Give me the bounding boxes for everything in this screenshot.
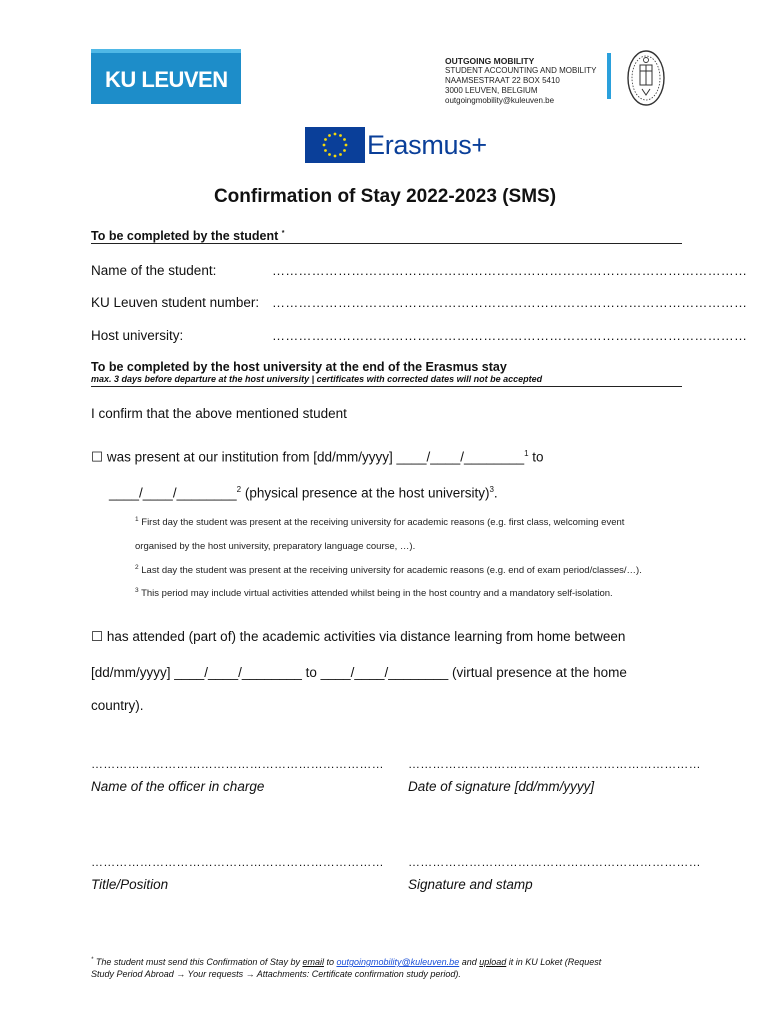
address-line: STUDENT ACCOUNTING AND MOBILITY bbox=[445, 66, 597, 75]
presence-text: to bbox=[528, 449, 544, 465]
ku-leuven-logo bbox=[91, 49, 241, 104]
footnote-mark: * bbox=[281, 229, 285, 237]
signature-stamp-label: Signature and stamp bbox=[408, 877, 533, 892]
footer-text: and bbox=[459, 957, 480, 967]
header-divider bbox=[607, 53, 611, 99]
footer-text: to bbox=[323, 957, 337, 967]
footnote-mark: * bbox=[91, 957, 94, 963]
footnote-ref: 2 bbox=[236, 485, 242, 494]
distance-line-2: [dd/mm/yyyy] ____/____/________ to ____/____/________ (virtual presence at the home bbox=[91, 665, 627, 680]
presence-text: (physical presence at the host university) bbox=[241, 485, 490, 501]
footer-note bbox=[91, 954, 681, 980]
officer-name-field[interactable]: ……………………………………………………………… bbox=[91, 757, 384, 771]
footnote-text: Last day the student was present at the receiving university for academic reasons (e.g. end of exam period/classes/…). bbox=[141, 565, 642, 577]
end-date-blank[interactable]: ____/____/________ bbox=[109, 485, 237, 501]
footnote-text: This period may include virtual activities attended whilst being in the host country and a mandatory self-isolation. bbox=[141, 588, 613, 600]
student-name-field[interactable]: ……………………………………………………………………………………………… bbox=[272, 263, 748, 278]
host-university-field[interactable]: ……………………………………………………………………………………………… bbox=[272, 328, 748, 343]
host-section-heading bbox=[91, 360, 682, 387]
footnote-number: 3 bbox=[135, 587, 139, 594]
erasmus-logo bbox=[305, 127, 487, 163]
address-line: 3000 LEUVEN, BELGIUM bbox=[445, 86, 538, 95]
distance-line-1[interactable]: ☐ has attended (part of) the academic activities via distance learning from home between bbox=[91, 629, 626, 644]
confirm-statement: I confirm that the above mentioned student bbox=[91, 406, 347, 421]
logo-text: KU LEUVEN bbox=[105, 67, 228, 92]
student-section-heading bbox=[91, 229, 682, 244]
section-heading-text: To be completed by the host university at the end of the Erasmus stay bbox=[91, 360, 507, 374]
footer-text: The student must send this Confirmation of Stay by bbox=[93, 957, 303, 967]
eu-flag-icon bbox=[305, 127, 365, 163]
footnote-3 bbox=[135, 587, 613, 599]
section-subheading: max. 3 days before departure at the host university | certificates with corrected dates will not be accepted bbox=[91, 374, 543, 384]
presence-text: . bbox=[493, 485, 498, 501]
footer-email-link[interactable]: outgoingmobility@kuleuven.be bbox=[336, 957, 460, 967]
footnote-number: 2 bbox=[135, 564, 139, 571]
officer-name-label: Name of the officer in charge bbox=[91, 779, 265, 794]
signature-date-field[interactable]: ……………………………………………………………… bbox=[408, 757, 701, 771]
footnote-2 bbox=[135, 564, 642, 576]
title-position-label: Title/Position bbox=[91, 877, 169, 892]
footer-text: it in KU Loket (Request bbox=[506, 957, 602, 967]
footnote-ref: 3 bbox=[489, 485, 494, 494]
address-email: outgoingmobility@kuleuven.be bbox=[445, 96, 555, 105]
footnote-text: First day the student was present at the receiving university for academic reasons (e.g. first class, welcoming event bbox=[141, 517, 625, 529]
presence-line-1[interactable] bbox=[91, 449, 544, 466]
office-address bbox=[445, 56, 596, 106]
signature-date-label: Date of signature [dd/mm/yyyy] bbox=[408, 779, 595, 794]
address-line: NAAMSESTRAAT 22 BOX 5410 bbox=[445, 76, 560, 85]
title-position-field[interactable]: ……………………………………………………………… bbox=[91, 855, 384, 869]
footnote-1-cont: organised by the host university, preparatory language course, …). bbox=[135, 541, 416, 552]
presence-text: ☐ was present at our institution from [dd/mm/yyyy] ____/____/________ bbox=[91, 449, 525, 465]
student-name-label: Name of the student: bbox=[91, 263, 217, 278]
footnote-number: 1 bbox=[135, 516, 139, 523]
distance-line-3: country). bbox=[91, 698, 144, 713]
student-number-label: KU Leuven student number: bbox=[91, 295, 260, 310]
presence-line-2 bbox=[109, 485, 498, 501]
university-seal-icon bbox=[626, 49, 666, 107]
erasmus-wordmark: Erasmus+ bbox=[367, 129, 487, 160]
student-number-field[interactable]: ……………………………………………………………………………………………… bbox=[272, 295, 748, 310]
footnote-1 bbox=[135, 516, 624, 528]
signature-stamp-field[interactable]: ……………………………………………………………… bbox=[408, 855, 701, 869]
footer-upload-word: upload bbox=[479, 957, 507, 967]
office-title: OUTGOING MOBILITY bbox=[445, 56, 535, 66]
page-title: Confirmation of Stay 2022-2023 (SMS) bbox=[213, 186, 557, 207]
footer-email-word: email bbox=[302, 957, 324, 967]
footnote-ref: 1 bbox=[524, 449, 529, 458]
section-heading-text: To be completed by the student bbox=[91, 229, 279, 243]
host-university-label: Host university: bbox=[91, 328, 184, 343]
footer-text: Study Period Abroad → Your requests → Attachments: Certificate confirmation study period). bbox=[91, 969, 461, 979]
